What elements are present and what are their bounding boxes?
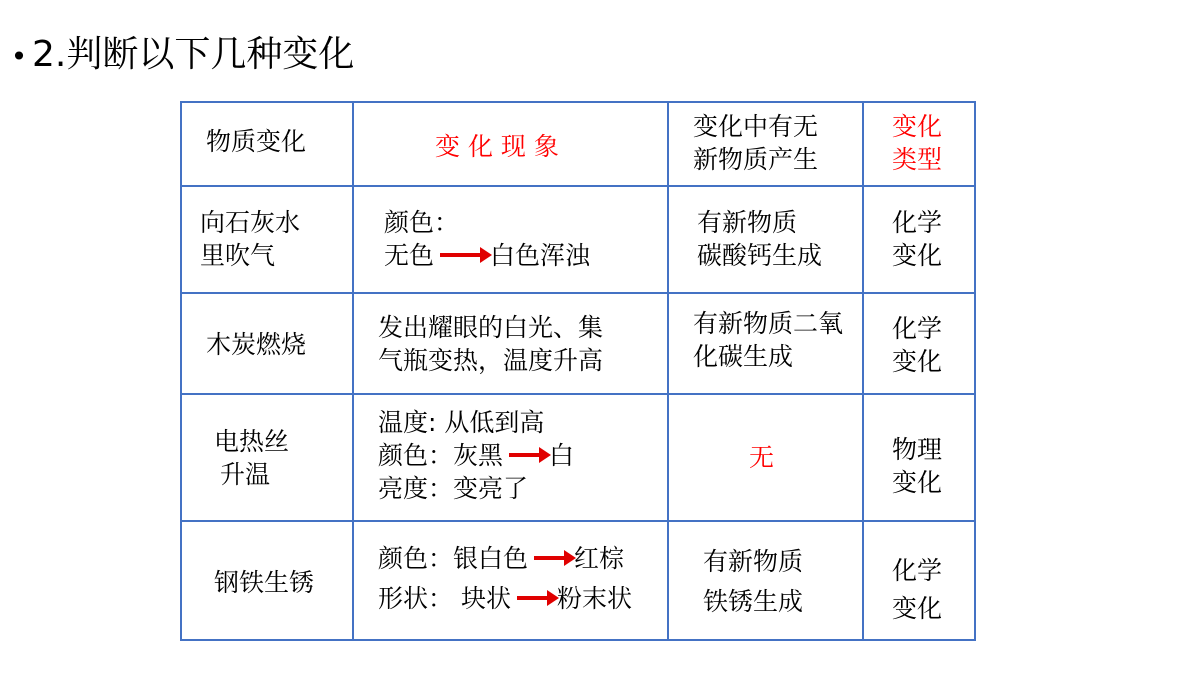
row1-new-substance: 有新物质 碳酸钙生成 xyxy=(668,186,863,293)
row4-substance: 钢铁生锈 xyxy=(181,521,353,640)
changes-table xyxy=(180,101,976,641)
header-new-substance-label: 变化中有无 新物质产生 xyxy=(693,112,819,174)
header-cell-new-substance xyxy=(668,102,863,186)
right-arrow-icon xyxy=(509,453,543,457)
row4-phenomenon: 颜色：银白色 红棕 形状： 块状 粉末状 xyxy=(353,521,668,640)
row1-phenomenon: 颜色： 无色 白色浑浊 xyxy=(353,186,668,293)
table-row xyxy=(181,394,975,521)
slide-title xyxy=(6,30,354,82)
row2-substance: 木炭燃烧 xyxy=(181,293,353,394)
row3-substance: 电热丝 升温 xyxy=(181,394,353,521)
row4-type: 化学 变化 xyxy=(863,521,975,640)
row4-new-substance: 有新物质 铁锈生成 xyxy=(668,521,863,640)
row2-type: 化学 变化 xyxy=(863,293,975,394)
header-cell-type xyxy=(863,102,975,186)
header-cell-substance xyxy=(181,102,353,186)
row1-substance: 向石灰水 里吹气 xyxy=(181,186,353,293)
row3-new-substance: 无 xyxy=(668,394,863,521)
table-row xyxy=(181,186,975,293)
right-arrow-icon xyxy=(534,556,568,560)
row3-type: 物理 变化 xyxy=(863,394,975,521)
row2-new-substance: 有新物质二氧 化碳生成 xyxy=(668,293,863,394)
table-row xyxy=(181,521,975,640)
slide-title-text: 2.判断以下几种变化 xyxy=(32,34,355,75)
right-arrow-icon xyxy=(517,596,551,600)
row3-phenomenon: 温度: 从低到高 颜色：灰黑 白 亮度：变亮了 xyxy=(353,394,668,521)
row2-phenomenon: 发出耀眼的白光、集 气瓶变热，温度升高 xyxy=(353,293,668,394)
header-substance-label: 物质变化 xyxy=(206,127,307,156)
row1-type: 化学 变化 xyxy=(863,186,975,293)
header-type-label: 变化 类型 xyxy=(892,112,943,174)
header-phenomenon-label: 变 化 现 象 xyxy=(435,132,559,161)
bullet-icon: • xyxy=(10,40,28,73)
right-arrow-icon xyxy=(440,253,484,257)
table-header-row xyxy=(181,102,975,186)
table-row xyxy=(181,293,975,394)
header-cell-phenomenon xyxy=(353,102,668,186)
